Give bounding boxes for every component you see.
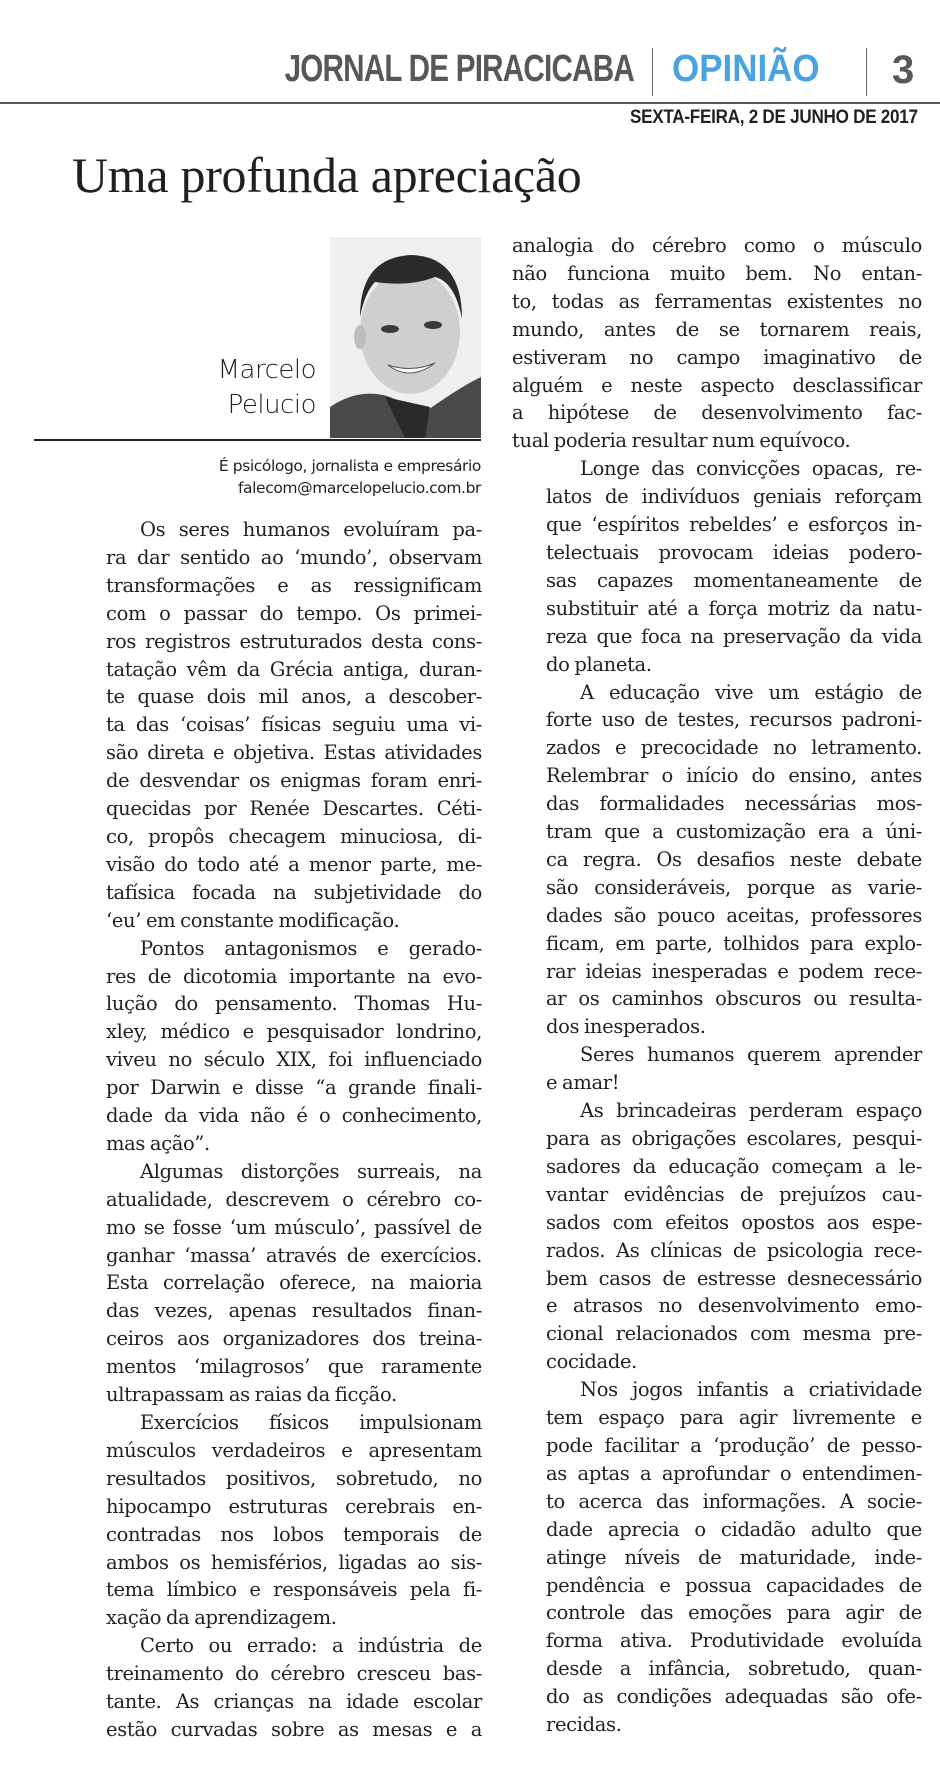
text-line: tram que a customização era a úni- (546, 820, 922, 844)
text-line: e amar! (546, 1071, 620, 1095)
text-line: desde a infância, sobretudo, quan- (546, 1657, 922, 1681)
text-line: tual poderia resultar num equívoco. (512, 429, 851, 453)
article-paragraph (512, 1041, 922, 1097)
text-line: analogia do cérebro como o músculo (512, 234, 922, 257)
article-paragraph (72, 1158, 482, 1409)
author-photo (330, 237, 481, 438)
text-line: te quase dois mil anos, a descober- (106, 685, 482, 709)
text-line: forte uso de testes, recursos padroni- (546, 708, 922, 732)
text-line: res de dicotomia importante na evo- (106, 964, 482, 988)
text-line: zados e precocidade no letramento. (546, 736, 922, 760)
article-paragraph (512, 1097, 922, 1376)
text-line: mundo, antes de se tornarem reais, (512, 317, 922, 341)
text-line: músculos verdadeiros e apresentam (106, 1438, 482, 1462)
text-line: vantar evidências de prejuízos cau- (546, 1182, 922, 1206)
text-line: ca regra. Os desafios neste debate (546, 847, 922, 871)
article-column-right (512, 232, 922, 1739)
text-line: resultados positivos, sobretudo, no (106, 1466, 482, 1490)
article-column-left (72, 516, 482, 1744)
text-line: latos de indivíduos geniais reforçam (546, 485, 922, 509)
text-line: das vezes, apenas resultados finan- (106, 1299, 482, 1323)
text-line: Esta correlação oferece, na maioria (106, 1271, 482, 1295)
article-paragraph (512, 232, 922, 455)
text-line: sados com efeitos opostos aos espe- (546, 1210, 922, 1234)
text-line: tatação vêm da Grécia antiga, duran- (106, 657, 482, 681)
text-line: quecidas por Renée Descartes. Céti- (106, 797, 482, 821)
text-line: pode facilitar a ‘produção’ de pesso- (546, 1433, 922, 1457)
text-line: Certo ou errado: a indústria de (140, 1634, 482, 1658)
text-line: transformações e as ressignificam (106, 573, 482, 597)
text-line: Pontos antagonismos e gerado- (140, 936, 482, 960)
author-description: É psicólogo, jornalista e empresário (218, 457, 481, 475)
article-paragraph (72, 1409, 482, 1632)
text-line: ganhar ‘massa’ através de exercícios. (106, 1243, 482, 1267)
text-line: mo se fosse ‘um músculo’, passível de (106, 1215, 482, 1239)
text-line: to acerca das informações. A socie- (546, 1489, 922, 1513)
text-line: treinamento do cérebro cresceu bas- (106, 1662, 482, 1686)
text-line: a hipótese de desenvolvimento fac- (512, 401, 922, 425)
text-line: estiveram no campo imaginativo de (512, 345, 922, 369)
text-line: tema límbico e responsáveis pela fi- (106, 1578, 482, 1602)
text-line: A educação vive um estágio de (580, 680, 922, 704)
article-paragraph (72, 935, 482, 1158)
text-line: atualidade, descrevem o cérebro co- (106, 1187, 482, 1211)
text-line: mas ação”. (106, 1131, 210, 1155)
author-bio (219, 455, 481, 499)
text-line: ra dar sentido ao ‘mundo’, observam (106, 545, 482, 569)
text-line: ar os caminhos obscuros ou resulta- (546, 987, 922, 1011)
text-line: mentos ‘milagrosos’ que raramente (106, 1355, 482, 1379)
masthead-divider (652, 48, 653, 96)
text-line: Nos jogos infantis a criatividade (580, 1378, 922, 1402)
text-line: com o passar do tempo. Os primei- (106, 601, 482, 625)
author-portrait-icon (330, 237, 481, 438)
page-number: 3 (892, 48, 915, 92)
text-line: ‘eu’ em constante modificação. (106, 908, 400, 932)
text-line: ros registros estruturados desta cons- (106, 629, 482, 653)
text-line: Seres humanos querem aprender (580, 1043, 922, 1067)
text-line: dade da vida não é o conhecimento, (106, 1104, 482, 1128)
text-line: ceiros aos organizadores dos treina- (106, 1327, 482, 1351)
text-line: as aptas a aprofundar o entendimen- (546, 1461, 922, 1485)
text-line: Os seres humanos evoluíram pa- (140, 518, 482, 541)
newspaper-name: JORNAL DE PIRACICABA (284, 48, 634, 90)
text-line: dos inesperados. (546, 1015, 706, 1039)
text-line: hipocampo estruturas cerebrais en- (106, 1494, 482, 1518)
text-line: ficam, em parte, tolhidos para explo- (546, 931, 922, 955)
text-line: ta das ‘coisas’ físicas seguiu uma vi- (106, 713, 482, 737)
text-line: do planeta. (546, 652, 652, 676)
article-paragraph (512, 679, 922, 1042)
author-first-name: Marcelo (217, 355, 316, 385)
section-label: OPINIÃO (672, 48, 820, 90)
author-name (218, 353, 316, 423)
text-line: tante. As crianças na idade escolar (106, 1690, 482, 1714)
text-line: lução do pensamento. Thomas Hu- (106, 992, 482, 1016)
text-line: forma ativa. Produtividade evoluída (546, 1629, 922, 1653)
author-byline (34, 237, 481, 441)
text-line: por Darwin e disse “a grande finali- (106, 1076, 482, 1100)
text-line: xação da aprendizagem. (106, 1606, 337, 1630)
text-line: contradas nos lobos temporais de (106, 1522, 482, 1546)
text-line: sadores da educação começam a le- (546, 1154, 922, 1178)
masthead (0, 0, 940, 104)
text-line: dade aprecia o cidadão adulto que (546, 1517, 922, 1541)
text-line: Exercícios físicos impulsionam (140, 1411, 482, 1434)
text-line: viveu no século XIX, foi influenciado (106, 1048, 482, 1072)
text-line: das formalidades necessárias mos- (546, 792, 922, 816)
text-line: alguém e neste aspecto desclassificar (512, 373, 922, 397)
text-line: pendência e possua capacidades de (546, 1573, 922, 1597)
text-line: telectuais provocam ideias podero- (546, 540, 922, 564)
text-line: cional relacionados com mesma pre- (546, 1322, 922, 1346)
text-line: cocidade. (546, 1350, 637, 1374)
text-line: tem espaço para agir livremente e (546, 1406, 922, 1430)
text-line: do as condições adequadas são ofe- (546, 1685, 922, 1709)
text-line: são direta e objetiva. Estas atividades (106, 741, 482, 765)
text-line: rados. As clínicas de psicologia rece- (546, 1238, 922, 1262)
text-line: de desvendar os enigmas foram enri- (106, 769, 482, 793)
text-line: bem casos de estresse desnecessário (546, 1266, 922, 1290)
author-last-name: Pelucio (227, 390, 316, 420)
text-line: são consideráveis, porque as varie- (546, 875, 922, 899)
text-line: As brincadeiras perderam espaço (580, 1099, 922, 1123)
article-paragraph (72, 1632, 482, 1744)
text-line: estão curvadas sobre as mesas e a (106, 1717, 482, 1741)
article-headline: Uma profunda apreciação (72, 147, 582, 203)
text-line: dades são pouco aceitas, professores (546, 903, 922, 927)
text-line: rar ideias inesperadas e podem rece- (546, 959, 922, 983)
text-line: recidas. (546, 1713, 622, 1737)
text-line: Relembrar o início do ensino, antes (546, 764, 922, 788)
article-paragraph (512, 1376, 922, 1739)
publication-date: SEXTA-FEIRA, 2 DE JUNHO DE 2017 (630, 107, 918, 128)
text-line: ultrapassam as raias da ficção. (106, 1383, 397, 1407)
text-line: reza que foca na preservação da vida (546, 624, 922, 648)
text-line: to, todas as ferramentas existentes no (512, 289, 922, 313)
text-line: substituir até a força motriz da natu- (546, 596, 922, 620)
text-line: não funciona muito bem. No entan- (512, 261, 922, 285)
masthead-divider (866, 48, 867, 96)
text-line: co, propôs checagem minuciosa, di- (106, 824, 482, 848)
text-line: Algumas distorções surreais, na (140, 1159, 482, 1183)
article-paragraph (72, 516, 482, 935)
author-email-link[interactable]: falecom@marcelopelucio.com.br (238, 479, 481, 497)
text-line: xley, médico e pesquisador londrino, (106, 1020, 482, 1044)
text-line: sas capazes momentaneamente de (546, 568, 922, 592)
text-line: atinge níveis de maturidade, inde- (546, 1545, 922, 1569)
text-line: controle das emoções para agir de (546, 1601, 922, 1625)
text-line: e atrasos no desenvolvimento emo- (546, 1294, 922, 1318)
text-line: que ‘espíritos rebeldes’ e esforços in- (546, 513, 922, 537)
text-line: ambos os hemisférios, ligadas ao sis- (106, 1550, 482, 1574)
text-line: visão do todo até a menor parte, me- (106, 852, 482, 876)
text-line: Longe das convicções opacas, re- (580, 457, 922, 481)
article-paragraph (512, 455, 922, 678)
text-line: para as obrigações escolares, pesqui- (546, 1127, 922, 1150)
text-line: tafísica focada na subjetividade do (106, 880, 482, 904)
